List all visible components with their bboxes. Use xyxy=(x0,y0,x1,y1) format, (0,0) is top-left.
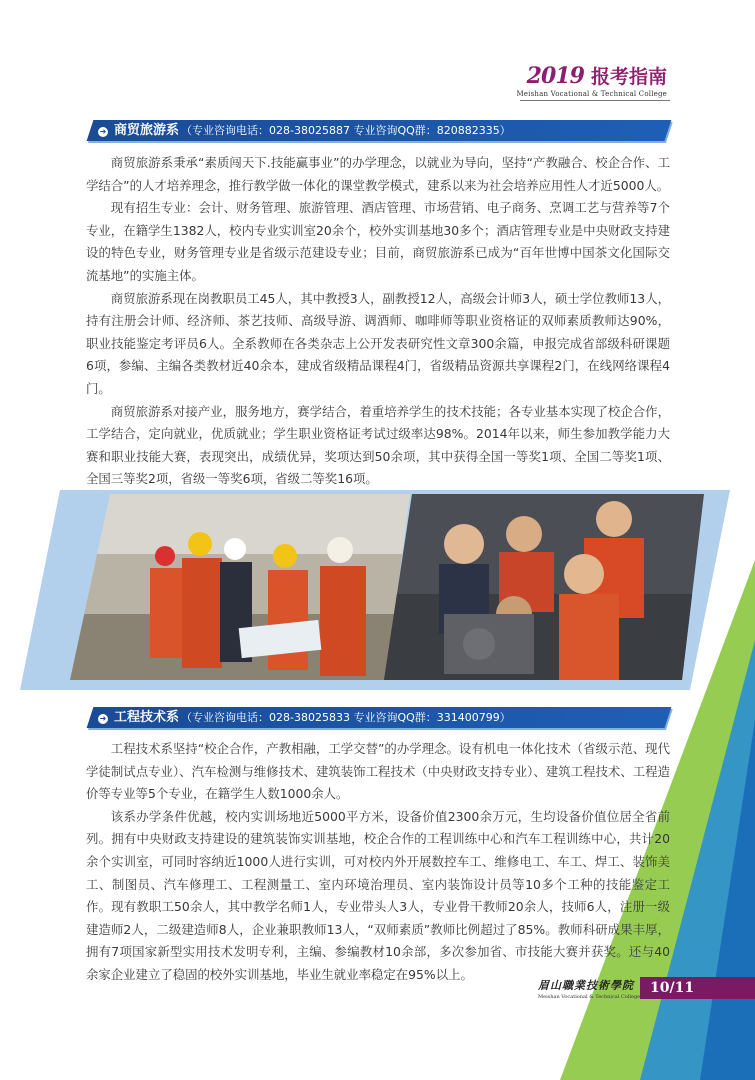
section-heading-trade-tourism xyxy=(98,120,511,141)
section-body-engineering xyxy=(86,738,670,987)
paragraph: 商贸旅游系对接产业，服务地方，赛学结合，着重培养学生的技术技能；各专业基本实现了校企合作，工学结合，定向就业，优质就业；学生职业资格证考试过级率达98%。2014年以来，师生参加教学能力大赛和职业技能大赛，表现突出，成绩优异，奖项达到50余项，其中获得全国一等奖1项、全国二等奖1项、全国三等奖2项，省级一等奖6项，省级二等奖16项。 xyxy=(86,403,670,487)
section-name: 商贸旅游系 xyxy=(114,123,180,138)
paragraph: 工程技术系坚持“校企合作，产教相融，工学交替”的办学理念。设有机电一体化技术（省级示范、现代学徒制试点专业）、汽车检测与维修技术、建筑装饰工程技术（中央财政支持专业）、建筑工程技术、工程造价等专业等5个专业，在籍学生人数1000余人。 xyxy=(86,741,670,802)
footer-college-logo xyxy=(538,977,640,1000)
header-year: 2019 xyxy=(526,63,584,89)
paragraph: 商贸旅游系秉承“素质闯天下.技能赢事业”的办学理念，以就业为导向，坚持“产教融合、校企合作、工学结合”的人才培养理念，推行教学做一体化的课堂教学模式，建系以来为社会培养应用性人才近5000人。 xyxy=(86,155,670,193)
photo-machinery-training xyxy=(384,494,704,680)
arrow-right-icon: ➜ xyxy=(99,714,107,723)
paragraph: 该系办学条件优越，校内实训场地近5000平方米，设备价值2300余万元，生均设备价值位居全省前列。拥有中央财政支持建设的建筑装饰实训基地，校企合作的工程训练中心和汽车工程训练中心，共计20余个实训室，可同时容纳近1000人进行实训，可对校内外开展数控车工、维修电工、车工、焊工、装饰美工、制图员、汽车修理工、工程测量工、室内环境治理员、室内装饰设计员等10多个工种的技能鉴定工作。现有教职工50余人，其中教学名师1人，专业带头人3人，专业骨干教师20余人，技师6人，注册一级建造师2人，二级建造师8人，企业兼职教师13人，“双师素质”教师比例超过了85%。教师科研成果丰厚，拥有7项国家新型实用技术发明专利，主编、参编教材10余部，多次参加省、市技能大赛并获奖。还与40余家企业建立了稳固的校外实训基地，毕业生就业率稳定在95%以上。 xyxy=(86,808,670,982)
section-contact: （专业咨询电话：028-38025833 专业咨询QQ群：331400799） xyxy=(181,711,511,724)
footer-college-en: Meishan Vocational & Technical College xyxy=(538,994,641,1000)
header-logo xyxy=(527,62,667,89)
header-subtitle: Meishan Vocational & Technical College xyxy=(516,90,667,98)
section-heading-engineering xyxy=(98,707,511,728)
section-name: 工程技术系 xyxy=(114,710,180,725)
section-body-trade-tourism xyxy=(86,152,670,491)
section-contact: （专业咨询电话：028-38025887 专业咨询QQ群：820882335） xyxy=(181,124,511,137)
paragraph: 商贸旅游系现在岗教职员工45人，其中教授3人，副教授12人，高级会计师3人，硕士学位教师13人，持有注册会计师、经济师、茶艺技师、高级导游、调酒师、咖啡师等职业资格证的双师素质教师达90%，职业技能鉴定考评员6人。全系教师在各类杂志上公开发表研究性文章300余篇，申报完成省部级科研课题6项，参编、主编各类教材近40余本，建成省级精品课程4门，省级精品资源共享课程2门，在线网络课程4门。 xyxy=(86,290,670,396)
photo-construction-workers xyxy=(70,494,410,680)
footer-college-cn: 眉山職業技術學院 xyxy=(538,979,634,992)
header-divider xyxy=(520,100,670,101)
header-title: 报考指南 xyxy=(590,66,667,88)
arrow-right-icon: ➜ xyxy=(99,127,107,136)
page-number: 10/11 xyxy=(640,977,755,999)
paragraph: 现有招生专业：会计、财务管理、旅游管理、酒店管理、市场营销、电子商务、烹调工艺与营养等7个专业，在籍学生1382人，校内专业实训室20余个，校外实训基地30多个；酒店管理专业是中央财政支持建设的特色专业，财务管理专业是省级示范建设专业；目前，商贸旅游系已成为“百年世博中国茶文化国际交流基地”的实施主体。 xyxy=(86,200,670,283)
